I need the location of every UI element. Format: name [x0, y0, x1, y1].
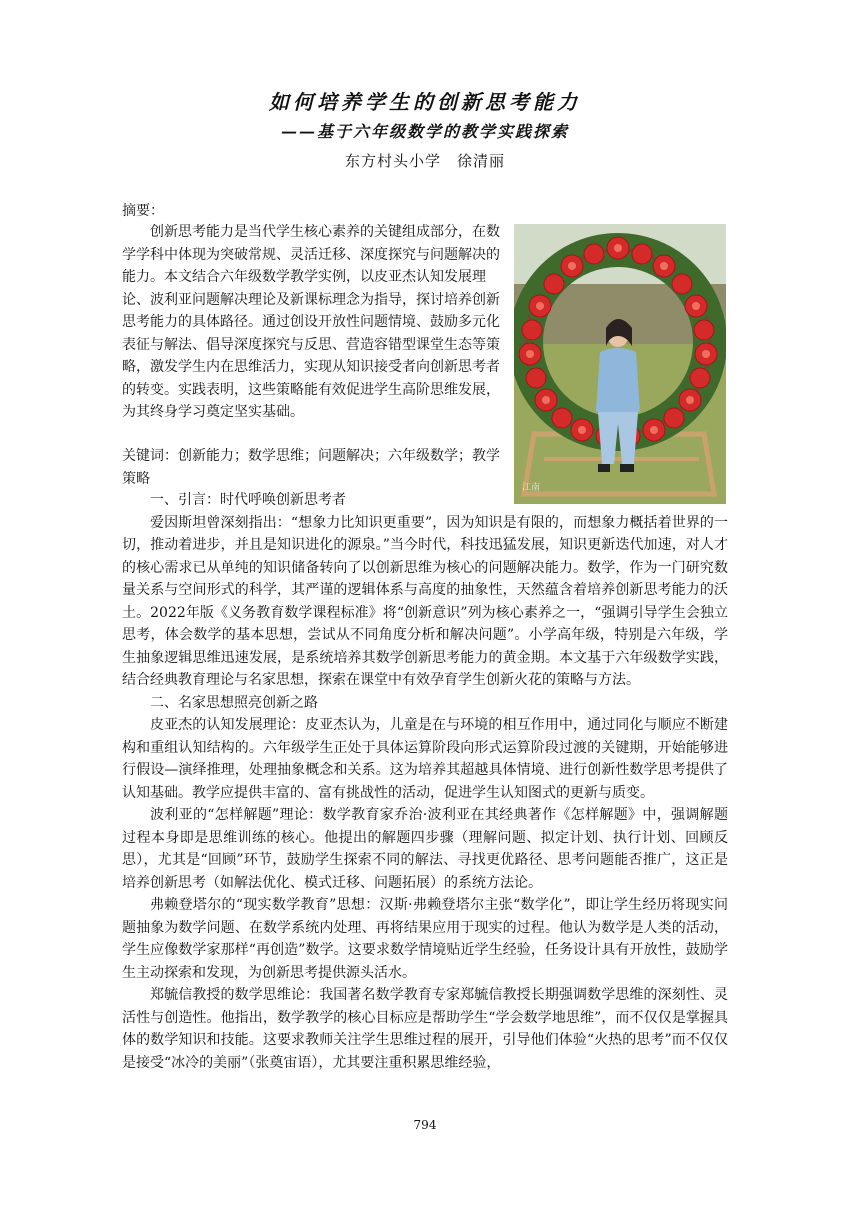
section-heading: 一、引言：时代呼唤创新思考者	[150, 492, 346, 508]
abstract-paragraph: 创新思考能力是当代学生核心素养的关键组成部分，在数学学科中体现为突破常规、灵活迁移、深度探究与问题解决的能力。本文结合六年级数学教学实例，以皮亚杰认知发展理论、波利亚问题解决理论及新课标理念为指导，探讨培养创新思考能力的具体路径。通过创设开放性问题情境、鼓励多元化表征与解法、倡导深度探究与反思、营造容错型课堂生态等策略，激发学生内在思维活力，实现从知识接受者向创新思考者的转变。实践表明，这些策略能有效促进学生高阶思维发展，为其终身学习奠定坚实基础。	[122, 224, 500, 420]
body-paragraph: 皮亚杰的认知发展理论：皮亚杰认为，儿童是在与环境的相互作用中，通过同化与顺应不断建构和重组认知结构的。六年级学生正处于具体运算阶段向形式运算阶段过渡的关键期，开始能够进行假设—演绎推理，处理抽象概念和关系。这为培养其超越具体情境、进行创新性数学思考提供了认知基础。教学应提供丰富的、富有挑战性的活动，促进学生认知图式的更新与质变。	[122, 717, 728, 801]
body-paragraph: 波利亚的“怎样解题”理论：数学教育家乔治·波利亚在其经典著作《怎样解题》中，强调解题过程本身即是思维训练的核心。他提出的解题四步骤（理解问题、拟定计划、执行计划、回顾反思），尤其是“回顾”环节，鼓励学生探索不同的解法、寻找更优路径、思考问题能否推广，这正是培养创新思考（如解法优化、模式迁移、问题拓展）的系统方法论。	[122, 807, 728, 891]
paper-title: 如何培养学生的创新思考能力	[269, 90, 581, 114]
paper-subtitle: ——基于六年级数学的教学实践探索	[280, 122, 569, 141]
abstract-label: 摘要：	[122, 203, 164, 219]
page-number: 794	[413, 1118, 437, 1132]
section-heading: 二、名家思想照亮创新之路	[150, 694, 318, 711]
abstract-text	[122, 221, 506, 424]
body-paragraph: 爱因斯坦曾深刻指出：“想象力比知识更重要”，因为知识是有限的，而想象力概括着世界的一切，推动着进步，并且是知识进化的源泉。”当今时代，科技迅猛发展，知识更新迭代加速，对人才的核心需求已从单纯的知识储备转向了以创新思维为核心的问题解决能力。数学，作为一门研究数量关系与空间形式的科学，其严谨的逻辑体系与高度的抽象性，天然蕴含着培养创新思考能力的沃土。2022年版《义务教育数学课程标准》将“创新意识”列为核心素养之一，“强调引导学生会独立思考，体会数学的基本思想，尝试从不同角度分析和解决问题”。小学高年级，特别是六年级，学生抽象逻辑思维迅速发展，是系统培养其数学创新思考能力的黄金期。本文基于六年级数学实践，结合经典教育理论与名家思想，探索在课堂中有效孕育学生创新火花的策略与方法。	[122, 514, 728, 688]
photo-watermark: 江南	[522, 483, 541, 493]
author-photo	[514, 224, 726, 504]
keywords-line: 关键词：创新能力；数学思维；问题解决；六年级数学；教学策略	[122, 448, 500, 487]
author-line: 东方村头小学 徐清丽	[344, 152, 505, 170]
body-paragraph: 弗赖登塔尔的“现实数学教育”思想：汉斯·弗赖登塔尔主张“数学化”，即让学生经历将现实问题抽象为数学问题、在数学系统内处理、再将结果应用于现实的过程。他认为数学是人类的活动，学生应像数学家那样“再创造”数学。这要求数学情境贴近学生经验，任务设计具有开放性，鼓励学生主动探索和发现，为创新思考提供源头活水。	[122, 897, 728, 981]
body-paragraph: 郑毓信教授的数学思维论：我国著名数学教育专家郑毓信教授长期强调数学思维的深刻性、灵活性与创造性。他指出，数学教学的核心目标应是帮助学生“学会数学地思维”，而不仅仅是掌握具体的数学知识和技能。这要求教师关注学生思维过程的展开，引导他们体验“火热的思考”而不仅仅是接受“冰冷的美丽”（张奠宙语），尤其要注重积累思维经验，	[122, 987, 728, 1071]
main-body	[122, 489, 728, 1074]
